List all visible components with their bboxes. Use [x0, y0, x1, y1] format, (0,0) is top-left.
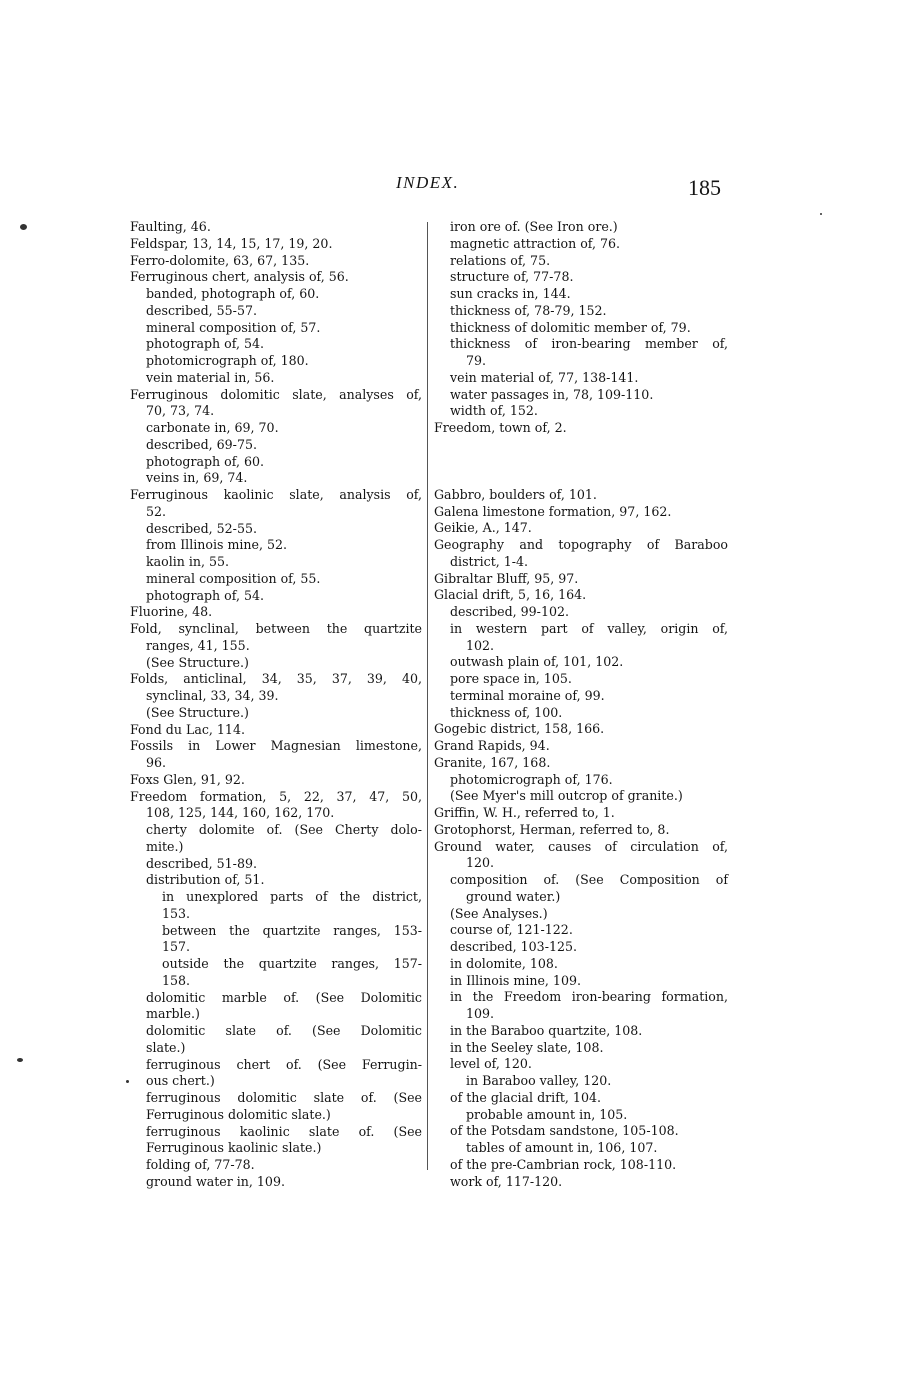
index-entry: (See Structure.) — [146, 654, 249, 670]
index-entry: Gogebic district, 158, 166. — [434, 721, 605, 737]
index-entry: thickness of, 78-79, 152. — [450, 302, 607, 318]
index-entry: Griffin, W. H., referred to, 1. — [434, 805, 615, 820]
index-entry: relations of, 75. — [450, 252, 551, 268]
index-entry: cherty dolomite of. (See Cherty dolo- — [146, 822, 422, 837]
index-entry: outside the quartzite ranges, 157- — [162, 956, 422, 971]
index-entry: distribution of, 51. — [146, 872, 265, 888]
index-entry: in Illinois mine, 109. — [450, 972, 581, 988]
index-entry: described, 69-75. — [146, 436, 257, 452]
index-entry: dolomitic slate of. (See Dolomitic — [146, 1023, 422, 1038]
index-entry: 153. — [162, 905, 191, 921]
index-entry: 96. — [146, 755, 167, 770]
index-entry: Granite, 167, 168. — [434, 754, 551, 770]
index-entry: ranges, 41, 155. — [146, 637, 250, 653]
index-entry: mineral composition of, 55. — [146, 570, 321, 586]
index-entry: Fold, synclinal, between the quartzite — [130, 621, 422, 636]
index-entry: marble.) — [146, 1006, 200, 1022]
index-entry: kaolin in, 55. — [146, 554, 230, 569]
index-entry: photograph of, 54. — [146, 336, 264, 352]
index-entry: Fluorine, 48. — [130, 604, 213, 620]
section-gap — [434, 437, 728, 487]
index-entry: Gibraltar Bluff, 95, 97. — [434, 570, 579, 586]
index-entry: described, 103-125. — [450, 939, 577, 954]
index-entry: described, 99-102. — [450, 604, 569, 619]
index-entry: Feldspar, 13, 14, 15, 17, 19, 20. — [130, 235, 333, 251]
index-entry: Ferruginous dolomitic slate, analyses of, — [130, 386, 422, 402]
index-entry: in the Baraboo quartzite, 108. — [450, 1022, 643, 1038]
index-entry: in Baraboo valley, 120. — [466, 1073, 612, 1088]
index-entry: photomicrograph of, 176. — [450, 771, 613, 787]
scan-speck — [17, 1058, 23, 1062]
index-entry: ferruginous kaolinic slate of. (See — [146, 1123, 422, 1139]
index-entry: vein material in, 56. — [146, 369, 275, 385]
index-entry: mite.) — [146, 838, 184, 854]
index-entry: Foxs Glen, 91, 92. — [130, 771, 245, 787]
index-entry: photograph of, 54. — [146, 587, 264, 603]
index-entry: Faulting, 46. — [130, 219, 211, 234]
index-entry: Freedom formation, 5, 22, 37, 47, 50, — [130, 788, 422, 804]
index-entry: Folds, anticlinal, 34, 35, 37, 39, 40, — [130, 671, 422, 687]
index-entry: Ferro-dolomite, 63, 67, 135. — [130, 252, 310, 268]
index-entry: slate.) — [146, 1039, 186, 1055]
index-entry: described, 52-55. — [146, 520, 257, 536]
index-entry: ground water in, 109. — [146, 1173, 285, 1189]
index-entry: Ferruginous kaolinic slate.) — [146, 1140, 322, 1156]
index-entry: photograph of, 60. — [146, 453, 264, 469]
index-entry: probable amount in, 105. — [466, 1106, 628, 1122]
index-entry: folding of, 77-78. — [146, 1157, 255, 1172]
index-entry: sun cracks in, 144. — [450, 286, 571, 301]
index-entry: banded, photograph of, 60. — [146, 286, 320, 301]
index-entry: dolomitic marble of. (See Dolomitic — [146, 989, 422, 1005]
index-entry: 157. — [162, 939, 191, 955]
index-entry: (See Myer's mill outcrop of granite.) — [450, 788, 683, 804]
index-entry: Ground water, causes of circulation of, — [434, 838, 728, 854]
index-entry: level of, 120. — [450, 1056, 532, 1072]
index-entry: veins in, 69, 74. — [146, 470, 248, 486]
index-entry: mineral composition of, 57. — [146, 319, 321, 335]
index-entry: tables of amount in, 106, 107. — [466, 1140, 658, 1155]
index-entry: Glacial drift, 5, 16, 164. — [434, 587, 587, 603]
index-entry: thickness of iron-bearing member of, — [450, 336, 728, 352]
index-entry: 120. — [466, 855, 495, 871]
index-entry: Geikie, A., 147. — [434, 520, 532, 536]
right-column-top-section — [434, 219, 728, 437]
right-column-bottom-section — [434, 487, 728, 1191]
index-entry: of the glacial drift, 104. — [450, 1089, 601, 1105]
index-entry: Grotophorst, Herman, referred to, 8. — [434, 821, 670, 837]
index-entry: composition of. (See Composition of — [450, 872, 728, 887]
index-entry: in unexplored parts of the district, — [162, 889, 422, 904]
index-entry: Ferruginous dolomitic slate.) — [146, 1106, 331, 1122]
index-entry: 108, 125, 144, 160, 162, 170. — [146, 805, 335, 821]
index-entry: thickness of dolomitic member of, 79. — [450, 319, 691, 335]
index-entry: in western part of valley, origin of, — [450, 620, 728, 636]
index-entry: described, 51-89. — [146, 855, 257, 871]
index-entry: between the quartzite ranges, 153- — [162, 922, 422, 938]
index-entry: Freedom, town of, 2. — [434, 420, 567, 435]
index-entry: water passages in, 78, 109-110. — [450, 386, 654, 402]
column-divider — [427, 222, 428, 1170]
index-entry: Geography and topography of Baraboo — [434, 537, 728, 552]
index-entry: structure of, 77-78. — [450, 269, 574, 285]
index-entry: in dolomite, 108. — [450, 955, 558, 971]
scan-speck — [126, 1080, 129, 1083]
index-entry: photomicrograph of, 180. — [146, 353, 309, 368]
index-entry: iron ore of. (See Iron ore.) — [450, 219, 618, 234]
index-entry: outwash plain of, 101, 102. — [450, 654, 624, 670]
index-entry: ground water.) — [466, 888, 561, 904]
index-entry: Ferruginous chert, analysis of, 56. — [130, 269, 349, 285]
index-entry: course of, 121-122. — [450, 922, 573, 938]
index-entry: 52. — [146, 503, 167, 519]
scan-speck — [20, 224, 27, 230]
index-entry: pore space in, 105. — [450, 671, 572, 686]
index-entry: vein material of, 77, 138-141. — [450, 369, 639, 385]
index-entry: (See Structure.) — [146, 704, 249, 720]
index-entry: in the Freedom iron-bearing formation, — [450, 989, 728, 1005]
index-entry: synclinal, 33, 34, 39. — [146, 688, 279, 703]
index-entry: work of, 117-120. — [450, 1173, 563, 1189]
index-entry: Grand Rapids, 94. — [434, 738, 550, 753]
index-entry: 79. — [466, 353, 487, 368]
index-entry: 70, 73, 74. — [146, 403, 215, 419]
index-entry: district, 1-4. — [450, 553, 529, 569]
index-entry: 109. — [466, 1006, 495, 1021]
index-entry: thickness of, 100. — [450, 704, 563, 720]
index-entry: Fond du Lac, 114. — [130, 721, 245, 737]
index-entry: described, 55-57. — [146, 302, 257, 318]
index-entry: of the pre-Cambrian rock, 108-110. — [450, 1156, 677, 1172]
index-entry: from Illinois mine, 52. — [146, 537, 288, 553]
index-entry: Ferruginous kaolinic slate, analysis of, — [130, 487, 422, 502]
index-entry: Fossils in Lower Magnesian limestone, — [130, 738, 422, 754]
index-entry: ferruginous chert of. (See Ferrugin- — [146, 1056, 422, 1072]
index-entry: width of, 152. — [450, 403, 538, 419]
index-entry: Galena limestone formation, 97, 162. — [434, 503, 672, 519]
index-entry: magnetic attraction of, 76. — [450, 235, 621, 251]
index-entry: 158. — [162, 972, 191, 988]
page-title: INDEX. — [396, 173, 460, 192]
index-entry: Gabbro, boulders of, 101. — [434, 486, 597, 502]
index-entry: ferruginous dolomitic slate of. (See — [146, 1090, 422, 1105]
index-entry: terminal moraine of, 99. — [450, 687, 605, 703]
right-index-column — [434, 219, 728, 1190]
page-number: 185 — [688, 175, 721, 200]
index-entry: carbonate in, 69, 70. — [146, 420, 279, 435]
index-entry: of the Potsdam sandstone, 105-108. — [450, 1123, 679, 1139]
index-entry: in the Seeley slate, 108. — [450, 1039, 604, 1055]
index-entry: (See Analyses.) — [450, 905, 548, 921]
scan-speck — [820, 213, 822, 215]
index-entry: ous chert.) — [146, 1073, 215, 1089]
index-entry: 102. — [466, 637, 495, 653]
left-index-column — [130, 219, 422, 1191]
